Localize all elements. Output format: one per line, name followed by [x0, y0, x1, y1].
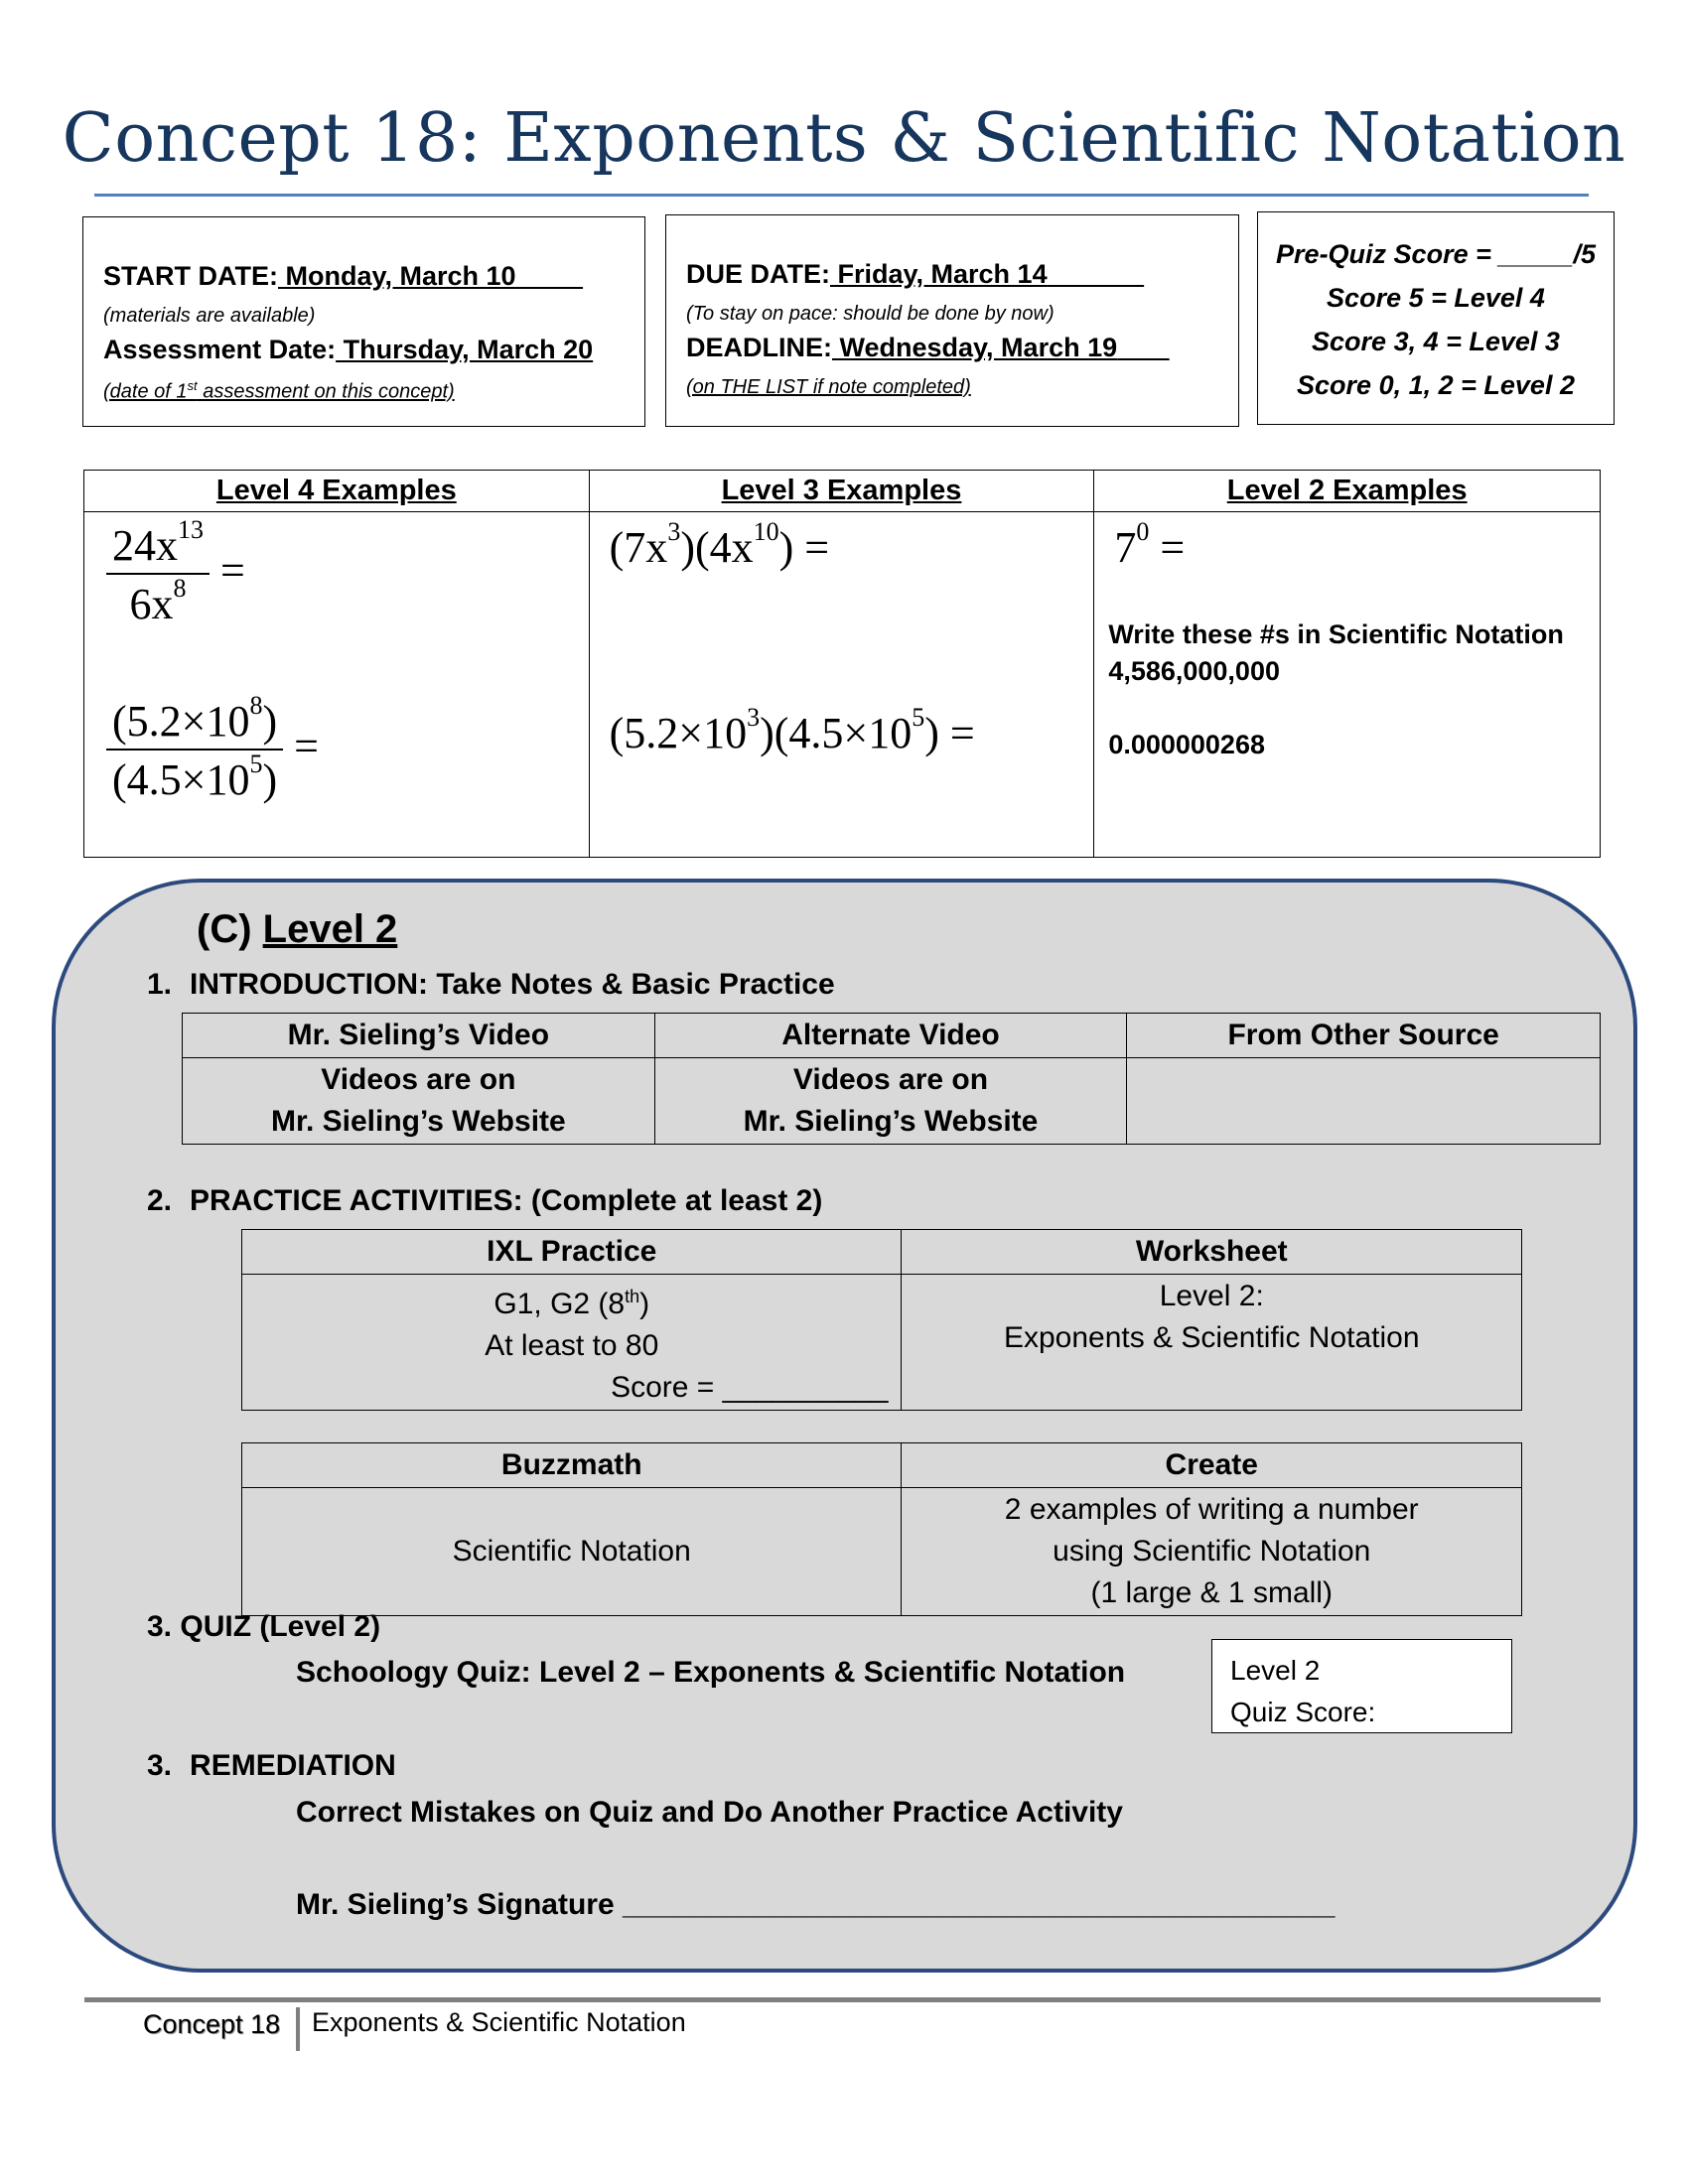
- ixl-cell: G1, G2 (8th) At least to 80 Score = __________: [242, 1275, 902, 1411]
- footer-topic: Exponents & Scientific Notation: [312, 2007, 686, 2037]
- examples-table: [83, 470, 1601, 858]
- deadline-label: DEADLINE:: [686, 333, 832, 362]
- video-cell-other: [1127, 1058, 1601, 1145]
- worksheet-header: Worksheet: [902, 1230, 1522, 1275]
- signature-label: Mr. Sieling’s Signature: [296, 1888, 623, 1921]
- level2-examples-header: Level 2 Examples: [1094, 471, 1601, 512]
- practice-table-2: [241, 1442, 1522, 1616]
- start-date-value: Monday, March 10: [277, 261, 516, 291]
- prequiz-level2: Score 0, 1, 2 = Level 2: [1297, 370, 1575, 400]
- prequiz-level4: Score 5 = Level 4: [1327, 283, 1545, 313]
- remediation-text: Correct Mistakes on Quiz and Do Another Practice Activity: [296, 1796, 1123, 1829]
- create-cell: 2 examples of writing a number using Scientific Notation (1 large & 1 small): [902, 1488, 1522, 1616]
- scientific-notation-prompt: [1108, 616, 1564, 763]
- due-date-note: (To stay on pace: should be done by now): [686, 303, 1055, 325]
- level3-examples-cell: [589, 512, 1094, 858]
- start-date-note: (materials are available): [103, 305, 316, 327]
- footer-divider: [84, 1997, 1601, 2002]
- due-date-value: Friday, March 14: [830, 259, 1048, 289]
- number-large: 4,586,000,000: [1108, 656, 1280, 686]
- footer-concept: Concept 18: [143, 2009, 281, 2039]
- level3-example-1: $(7x^3)(4x^{10})$ =: [609, 517, 830, 572]
- quiz-score-label: Quiz Score:: [1230, 1697, 1376, 1727]
- number-small: 0.000000268: [1108, 730, 1265, 759]
- footer-separator: [296, 2007, 300, 2051]
- buzzmath-cell: Scientific Notation: [242, 1488, 902, 1616]
- quiz-text: Schoology Quiz: Level 2 – Exponents & Scientific Notation: [296, 1656, 1126, 1689]
- create-header: Create: [902, 1443, 1522, 1488]
- video-header-other: From Other Source: [1127, 1014, 1601, 1058]
- deadline-line: [686, 333, 1170, 363]
- level4-examples-header: Level 4 Examples: [84, 471, 590, 512]
- deadline-note: (on THE LIST if note completed): [686, 376, 971, 398]
- section-introduction: 1. INTRODUCTION: Take Notes & Basic Practice: [147, 968, 835, 1001]
- due-date-line: [686, 259, 1144, 290]
- section-quiz: 3. QUIZ (Level 2): [147, 1610, 381, 1643]
- section-practice: 2. PRACTICE ACTIVITIES: (Complete at least 2): [147, 1184, 823, 1217]
- start-date-label: START DATE:: [103, 261, 278, 291]
- level4-examples-cell: [84, 512, 590, 858]
- scientific-notation-instruction: Write these #s in Scientific Notation: [1108, 619, 1564, 649]
- title-underline: [94, 194, 1589, 197]
- signature-field: ___________________________________________: [622, 1888, 1336, 1921]
- assessment-date-note: (date of 1st assessment on this concept): [103, 378, 455, 403]
- video-header-alternate: Alternate Video: [654, 1014, 1127, 1058]
- prequiz-score: Pre-Quiz Score = _____/5: [1276, 239, 1596, 269]
- prequiz-box: [1257, 211, 1615, 425]
- worksheet-cell: Level 2: Exponents & Scientific Notation: [902, 1275, 1522, 1411]
- deadline-value: Wednesday, March 19: [832, 333, 1118, 362]
- page-title: Concept 18: Exponents & Scientific Notation: [62, 99, 1626, 178]
- level2-example-1: $7^0$ =: [1114, 517, 1186, 572]
- assessment-date-label: Assessment Date:: [103, 335, 337, 364]
- level4-example-1: $\frac{24x^{13}}{6x^8}$ =: [106, 520, 245, 629]
- video-cell-alternate: Videos are on Mr. Sieling’s Website: [654, 1058, 1127, 1145]
- practice-table-1: [241, 1229, 1522, 1411]
- due-date-label: DUE DATE:: [686, 259, 830, 289]
- level2-heading: (C) Level 2: [197, 907, 398, 951]
- video-table: [182, 1013, 1601, 1145]
- assessment-date-line: [103, 335, 593, 365]
- signature-line: [296, 1888, 1335, 1922]
- video-cell-sieling: Videos are on Mr. Sieling’s Website: [183, 1058, 655, 1145]
- level4-example-2: $\frac{(5.2\times 10^8)}{(4.5\times 10^5)}$ =: [106, 696, 319, 805]
- quiz-score-level: Level 2: [1230, 1655, 1321, 1686]
- start-date-line: [103, 261, 583, 292]
- prequiz-level3: Score 3, 4 = Level 3: [1312, 327, 1560, 356]
- ixl-score-field: Score = __________: [611, 1371, 889, 1404]
- ixl-header: IXL Practice: [242, 1230, 902, 1275]
- video-header-sieling: Mr. Sieling’s Video: [183, 1014, 655, 1058]
- due-date-box: [665, 214, 1239, 427]
- start-date-box: [82, 216, 645, 427]
- level3-example-2: $(5.2\times 10^3)(4.5\times 10^5)$ =: [609, 703, 975, 757]
- assessment-date-value: Thursday, March 20: [336, 335, 594, 364]
- section-remediation: 3. REMEDIATION: [147, 1749, 396, 1782]
- level3-examples-header: Level 3 Examples: [589, 471, 1094, 512]
- buzzmath-header: Buzzmath: [242, 1443, 902, 1488]
- level2-examples-cell: [1094, 512, 1601, 858]
- quiz-score-box: [1211, 1639, 1512, 1733]
